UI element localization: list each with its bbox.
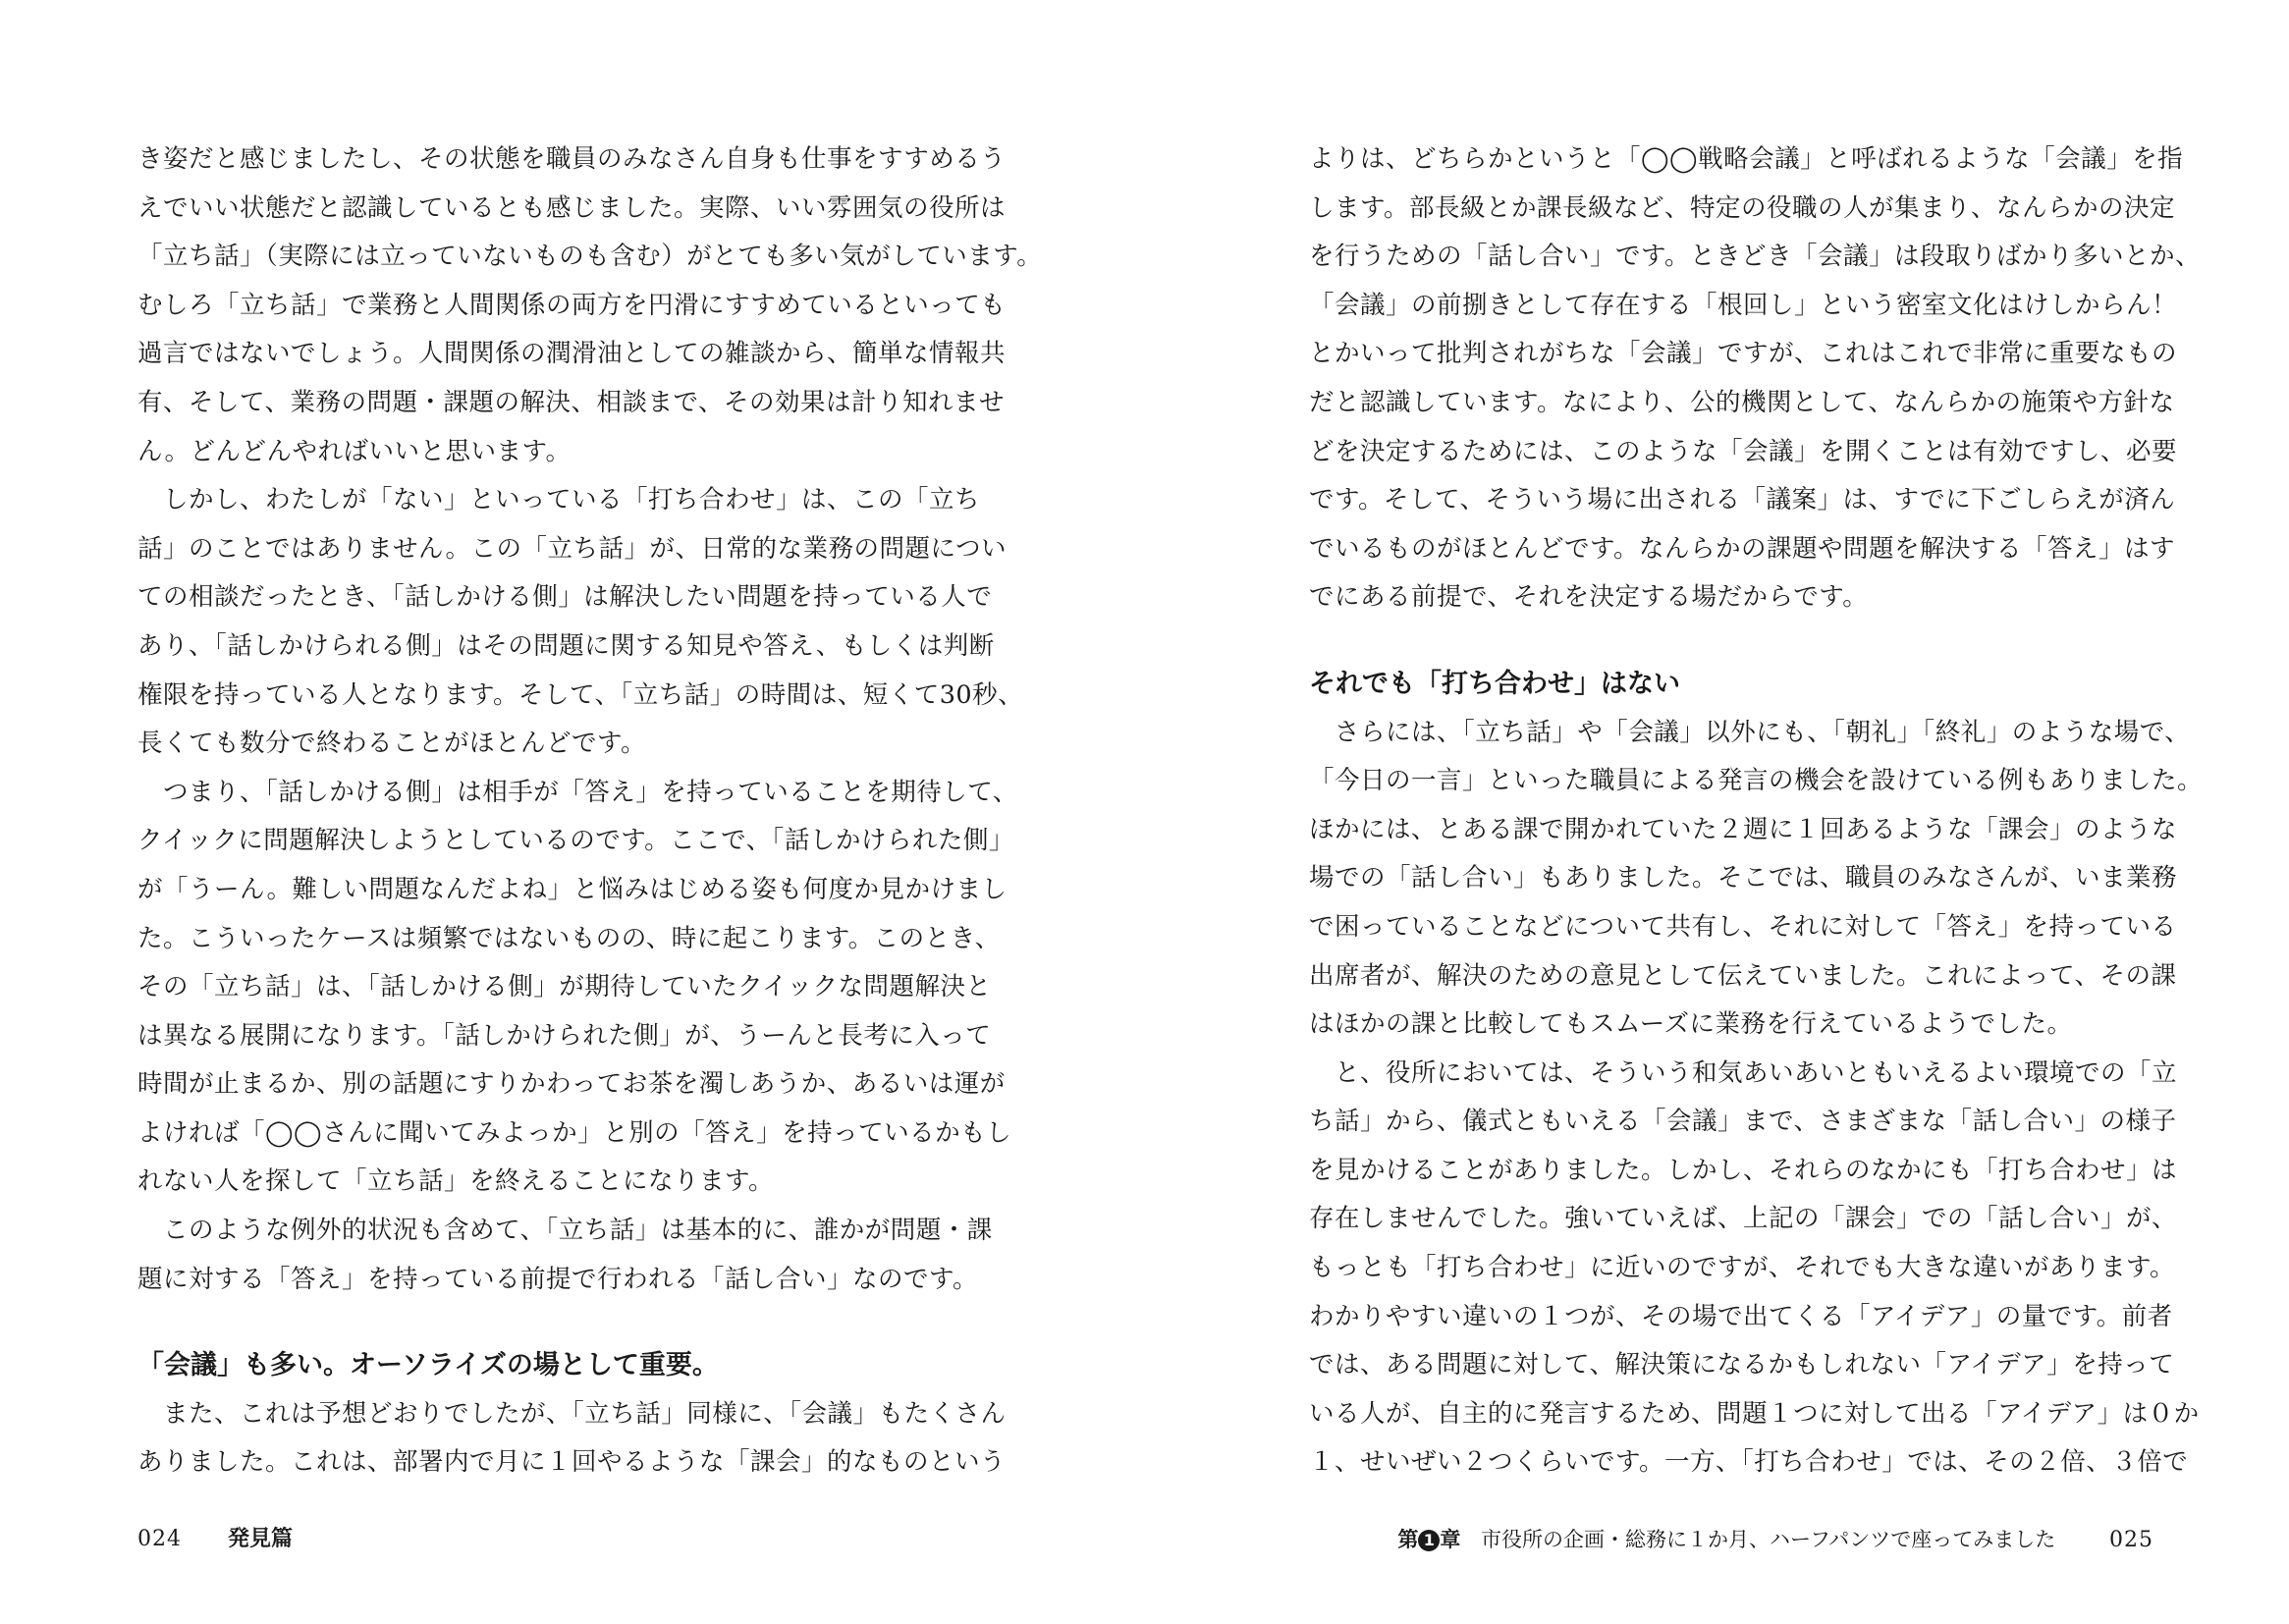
text-line: よりは、どちらかというと「◯◯戦略会議」と呼ばれるような「会議」を指 — [1309, 144, 2184, 174]
right-footer — [1397, 1525, 2153, 1555]
right-body-block-2 — [1309, 709, 2204, 1489]
text-line: わかりやすい違いの１つが、その場で出てくる「アイデア」の量です。前者 — [1309, 1301, 2173, 1331]
chapter-suffix: 章 — [1440, 1528, 1461, 1551]
text-line: 有、そして、業務の問題・課題の解決、相談まで、その効果は計り知れませ — [137, 387, 1005, 417]
text-line: むしろ「立ち話」で業務と人間関係の両方を円滑にすすめているといっても — [137, 290, 1007, 320]
text-line: どを決定するためには、このような「会議」を開くことは有効ですし、必要 — [1309, 436, 2178, 466]
text-line: は異なる展開になります。「話しかけられた側」が、うーんと長考に入って — [137, 1020, 992, 1051]
text-line: つまり、「話しかける側」は相手が「答え」を持っていることを期待して、 — [137, 777, 1018, 807]
text-line: を見かけることがありました。しかし、それらのなかにも「打ち合わせ」は — [1309, 1155, 2178, 1185]
text-line: です。そして、そういう場に出される「議案」は、すでに下ごしらえが済ん — [1309, 485, 2176, 515]
right-body-block-1 — [1309, 135, 2201, 623]
text-line: 「今日の一言」といった職員による発言の機会を設けている例もありました。 — [1309, 766, 2204, 796]
text-line: また、これは予想どおりでしたが、「立ち話」同様に、「会議」もたくさん — [137, 1398, 1007, 1429]
text-line: 「立ち話」（実際には立っていないものも含む）がとても多い気がしています。 — [137, 242, 1043, 272]
left-body-block-1 — [137, 135, 1043, 1304]
text-line: よければ「◯◯さんに聞いてみよっか」と別の「答え」を持っているかもし — [137, 1117, 1012, 1148]
text-line: さらには、「立ち話」や「会議」以外にも、「朝礼」「終礼」のような場で、 — [1309, 717, 2191, 747]
text-line: が「うーん。難しい問題なんだよね」と悩みはじめる姿も何度か見かけまし — [137, 874, 1008, 904]
left-section-heading: 「会議」も多い。オーソライズの場として重要。 — [137, 1350, 719, 1381]
right-page-number: 025 — [2109, 1528, 2153, 1552]
right-page — [1309, 135, 2204, 1488]
text-line: ん。どんどんやればいいと思います。 — [137, 436, 572, 466]
text-line: ての相談だったとき、「話しかける側」は解決したい問題を持っている人で — [137, 582, 993, 613]
text-line: 出席者が、解決のための意見として伝えていました。これによって、その課 — [1309, 960, 2177, 991]
text-line: と、役所においては、そういう和気あいあいともいえるよい環境での「立 — [1309, 1057, 2178, 1088]
chapter-label — [1397, 1528, 2062, 1551]
text-line: でいるものがほとんどです。なんらかの課題や問題を解決する「答え」はす — [1309, 533, 2175, 564]
text-line: しかし、わたしが「ない」といっている「打ち合わせ」は、この「立ち — [137, 485, 981, 515]
text-line: 「会議」の前捌きとして存在する「根回し」という密室文化はけしからん！ — [1309, 290, 2178, 320]
text-line: 時間が止まるか、別の話題にすりかわってお茶を濁しあうか、あるいは運が — [137, 1069, 1006, 1100]
text-line: このような例外的状況も含めて、「立ち話」は基本的に、誰かが問題・課 — [137, 1216, 993, 1246]
text-line: します。部長級とか課長級など、特定の役職の人が集まり、なんらかの決定 — [1309, 192, 2175, 223]
text-line: 題に対する「答え」を持っている前提で行われる「話し合い」なのです。 — [137, 1264, 978, 1294]
text-line: 過言ではないでしょう。人間関係の潤滑油としての雑談から、簡単な情報共 — [137, 339, 1007, 369]
left-footer — [137, 1525, 293, 1554]
text-line: を行うための「話し合い」です。ときどき「会議」は段取りばかり多いとか、 — [1309, 242, 2201, 272]
text-line: その「立ち話」は、「話しかける側」が期待していたクイックな問題解決と — [137, 972, 992, 1002]
text-line: クイックに問題解決しようとしているのです。ここで、「話しかけられた側」 — [137, 826, 1014, 856]
left-page — [137, 135, 1043, 1488]
text-line: あり、「話しかけられる側」はその問題に関する知見や答え、もしくは判断 — [137, 630, 995, 661]
text-line: ほかには、とある課で開かれていた２週に１回あるような「課会」のような — [1309, 814, 2178, 844]
text-line: 長くても数分で終わることがほとんどです。 — [137, 729, 646, 759]
text-line: ち話」から、儀式ともいえる「会議」まで、さまざまな「話し合い」の様子 — [1309, 1107, 2177, 1137]
text-line: 存在しませんでした。強いていえば、上記の「課会」での「話し合い」が、 — [1309, 1204, 2178, 1234]
text-line: た。こういったケースは頻繁ではないものの、時に起こります。このとき、 — [137, 923, 1001, 953]
text-line: 場での「話し合い」もありました。そこでは、職員のみなさんが、いま業務 — [1309, 863, 2178, 893]
section-name: 発見篇 — [228, 1527, 294, 1551]
left-body-block-2 — [137, 1390, 1021, 1488]
text-line: えでいい状態だと認識しているとも感じました。実際、いい雰囲気の役所は — [137, 192, 1007, 223]
text-line: で困っていることなどについて共有し、それに対して「答え」を持っている — [1309, 911, 2177, 942]
text-line: 権限を持っている人となります。そして、「立ち話」の時間は、短くて30秒、 — [137, 679, 1024, 710]
chapter-number-badge: 1 — [1418, 1530, 1440, 1551]
text-line: とかいって批判されがちな「会議」ですが、これはこれで非常に重要なもの — [1309, 339, 2178, 369]
text-line: もっとも「打ち合わせ」に近いのですが、それでも大きな違いがあります。 — [1309, 1253, 2175, 1283]
text-line: はほかの課と比較してもスムーズに業務を行えているようでした。 — [1309, 1009, 2073, 1040]
text-line: 話」のことではありません。この「立ち話」が、日常的な業務の問題につい — [137, 533, 1008, 564]
right-section-heading: それでも「打ち合わせ」はない — [1309, 668, 1680, 699]
text-line: では、ある問題に対して、解決策になるかもしれない「アイデア」を持って — [1309, 1350, 2175, 1380]
chapter-title: 市役所の企画・総務に１か月、ハーフパンツで座ってみました — [1481, 1528, 2056, 1551]
chapter-prefix: 第 — [1397, 1528, 1419, 1551]
text-line: いる人が、自主的に発言するため、問題１つに対して出る「アイデア」は０か — [1309, 1398, 2200, 1429]
text-line: き姿だと感じましたし、その状態を職員のみなさん自身も仕事をすすめるう — [137, 144, 1007, 174]
text-line: だと認識しています。なにより、公的機関として、なんらかの施策や方針な — [1309, 387, 2175, 417]
text-line: れない人を探して「立ち話」を終えることになります。 — [137, 1166, 774, 1197]
text-line: １、せいぜい２つくらいです。一方、「打ち合わせ」では、その２倍、３倍で — [1309, 1447, 2189, 1478]
left-page-number: 024 — [137, 1527, 182, 1551]
text-line: ありました。これは、部署内で月に１回やるような「課会」的なものという — [137, 1447, 1007, 1478]
text-line: でにある前提で、それを決定する場だからです。 — [1309, 582, 1869, 613]
